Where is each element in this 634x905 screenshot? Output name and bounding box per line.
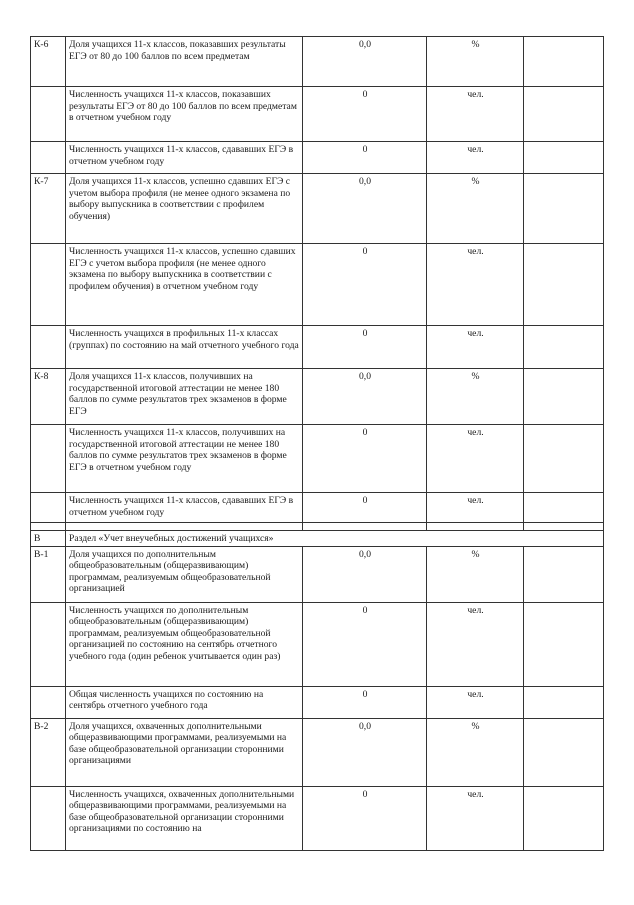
section-code: В bbox=[31, 531, 66, 547]
indicator-unit: чел. bbox=[427, 142, 524, 174]
indicator-unit: % bbox=[427, 174, 524, 244]
table-row bbox=[31, 326, 604, 369]
empty-cell bbox=[524, 142, 604, 174]
empty-cell bbox=[524, 87, 604, 142]
indicator-unit: чел. bbox=[427, 326, 524, 369]
indicator-code bbox=[31, 493, 66, 523]
indicator-code bbox=[31, 244, 66, 326]
indicator-value: 0,0 bbox=[303, 174, 427, 244]
table-row bbox=[31, 718, 604, 786]
table-row bbox=[31, 87, 604, 142]
indicators-table bbox=[30, 36, 604, 851]
table-row bbox=[31, 37, 604, 87]
indicator-value: 0 bbox=[303, 686, 427, 718]
indicator-description: Численность учащихся 11-х классов, показавших результаты ЕГЭ от 80 до 100 баллов по всем предметам в отчетном учебном году bbox=[66, 87, 303, 142]
section-title: Раздел «Учет внеучебных достижений учащихся» bbox=[66, 531, 604, 547]
indicator-code bbox=[31, 326, 66, 369]
indicator-code: В-1 bbox=[31, 546, 66, 602]
indicator-unit: чел. bbox=[427, 425, 524, 493]
indicator-code: В-2 bbox=[31, 718, 66, 786]
indicator-value: 0 bbox=[303, 602, 427, 686]
indicator-code bbox=[31, 686, 66, 718]
indicator-value: 0,0 bbox=[303, 546, 427, 602]
indicator-unit: чел. bbox=[427, 244, 524, 326]
empty-cell bbox=[524, 244, 604, 326]
spacer-row bbox=[31, 523, 604, 531]
indicator-code: К-8 bbox=[31, 369, 66, 425]
indicator-value: 0,0 bbox=[303, 37, 427, 87]
indicator-value: 0 bbox=[303, 786, 427, 850]
table-row bbox=[31, 369, 604, 425]
indicator-unit: % bbox=[427, 718, 524, 786]
indicator-description: Численность учащихся 11-х классов, сдававших ЕГЭ в отчетном учебном году bbox=[66, 142, 303, 174]
empty-cell bbox=[524, 174, 604, 244]
indicator-unit: % bbox=[427, 369, 524, 425]
indicator-value: 0 bbox=[303, 425, 427, 493]
empty-cell bbox=[524, 546, 604, 602]
empty-cell bbox=[524, 786, 604, 850]
indicator-value: 0,0 bbox=[303, 369, 427, 425]
indicator-value: 0 bbox=[303, 142, 427, 174]
table-row bbox=[31, 244, 604, 326]
indicator-description: Численность учащихся 11-х классов, успешно сдавших ЕГЭ с учетом выбора профиля (не менее одного экзамена по выбору выпускника в соответствии с профилем обучения) в отчетном учебном году bbox=[66, 244, 303, 326]
indicator-unit: % bbox=[427, 546, 524, 602]
table-row bbox=[31, 546, 604, 602]
indicator-description: Доля учащихся 11-х классов, успешно сдавших ЕГЭ с учетом выбора профиля (не менее одного экзамена по выбору выпускника в соответствии с профилем обучения) bbox=[66, 174, 303, 244]
indicator-description: Доля учащихся, охваченных дополнительными общеразвивающими программами, реализуемыми на базе общеобразовательной организации сторонними организациями bbox=[66, 718, 303, 786]
indicator-value: 0 bbox=[303, 244, 427, 326]
indicator-value: 0 bbox=[303, 493, 427, 523]
empty-cell bbox=[524, 369, 604, 425]
indicator-code: К-6 bbox=[31, 37, 66, 87]
indicator-description: Численность учащихся в профильных 11-х классах (группах) по состоянию на май отчетного учебного года bbox=[66, 326, 303, 369]
empty-cell bbox=[524, 37, 604, 87]
table-row bbox=[31, 142, 604, 174]
section-row bbox=[31, 531, 604, 547]
table-row bbox=[31, 425, 604, 493]
empty-cell bbox=[524, 326, 604, 369]
indicator-code bbox=[31, 602, 66, 686]
empty-cell bbox=[524, 686, 604, 718]
empty-cell bbox=[524, 425, 604, 493]
indicator-unit: чел. bbox=[427, 87, 524, 142]
indicator-code bbox=[31, 87, 66, 142]
indicator-code bbox=[31, 142, 66, 174]
indicator-description: Доля учащихся 11-х классов, показавших результаты ЕГЭ от 80 до 100 баллов по всем предметам bbox=[66, 37, 303, 87]
empty-cell bbox=[524, 602, 604, 686]
indicator-code bbox=[31, 425, 66, 493]
indicator-description: Численность учащихся 11-х классов, сдававших ЕГЭ в отчетном учебном году bbox=[66, 493, 303, 523]
empty-cell bbox=[524, 718, 604, 786]
indicator-description: Численность учащихся по дополнительным общеобразовательным (общеразвивающим) программам, реализуемым общеобразовательной организацией по состоянию на сентябрь отчетного учебного года (один ребенок учитывается один раз) bbox=[66, 602, 303, 686]
table-row bbox=[31, 602, 604, 686]
indicator-value: 0 bbox=[303, 87, 427, 142]
table-row bbox=[31, 493, 604, 523]
indicator-description: Общая численность учащихся по состоянию на сентябрь отчетного учебного года bbox=[66, 686, 303, 718]
indicator-description: Численность учащихся, охваченных дополнительными общеразвивающими программами, реализуемыми на базе общеобразовательной организации сторонними организациями по состоянию на bbox=[66, 786, 303, 850]
empty-cell bbox=[524, 493, 604, 523]
indicator-unit: чел. bbox=[427, 786, 524, 850]
indicator-description: Доля учащихся по дополнительным общеобразовательным (общеразвивающим) программам, реализуемым общеобразовательной организацией bbox=[66, 546, 303, 602]
indicator-code bbox=[31, 786, 66, 850]
indicator-unit: чел. bbox=[427, 493, 524, 523]
table-row bbox=[31, 686, 604, 718]
indicator-unit: чел. bbox=[427, 602, 524, 686]
indicator-description: Численность учащихся 11-х классов, получивших на государственной итоговой аттестации не менее 180 баллов по сумме результатов трех экзаменов в форме ЕГЭ в отчетном учебном году bbox=[66, 425, 303, 493]
indicator-description: Доля учащихся 11-х классов, получивших на государственной итоговой аттестации не менее 180 баллов по сумме результатов трех экзаменов в форме ЕГЭ bbox=[66, 369, 303, 425]
indicator-unit: чел. bbox=[427, 686, 524, 718]
indicator-value: 0 bbox=[303, 326, 427, 369]
indicator-unit: % bbox=[427, 37, 524, 87]
table-row bbox=[31, 174, 604, 244]
indicator-value: 0,0 bbox=[303, 718, 427, 786]
indicator-code: К-7 bbox=[31, 174, 66, 244]
table-row bbox=[31, 786, 604, 850]
